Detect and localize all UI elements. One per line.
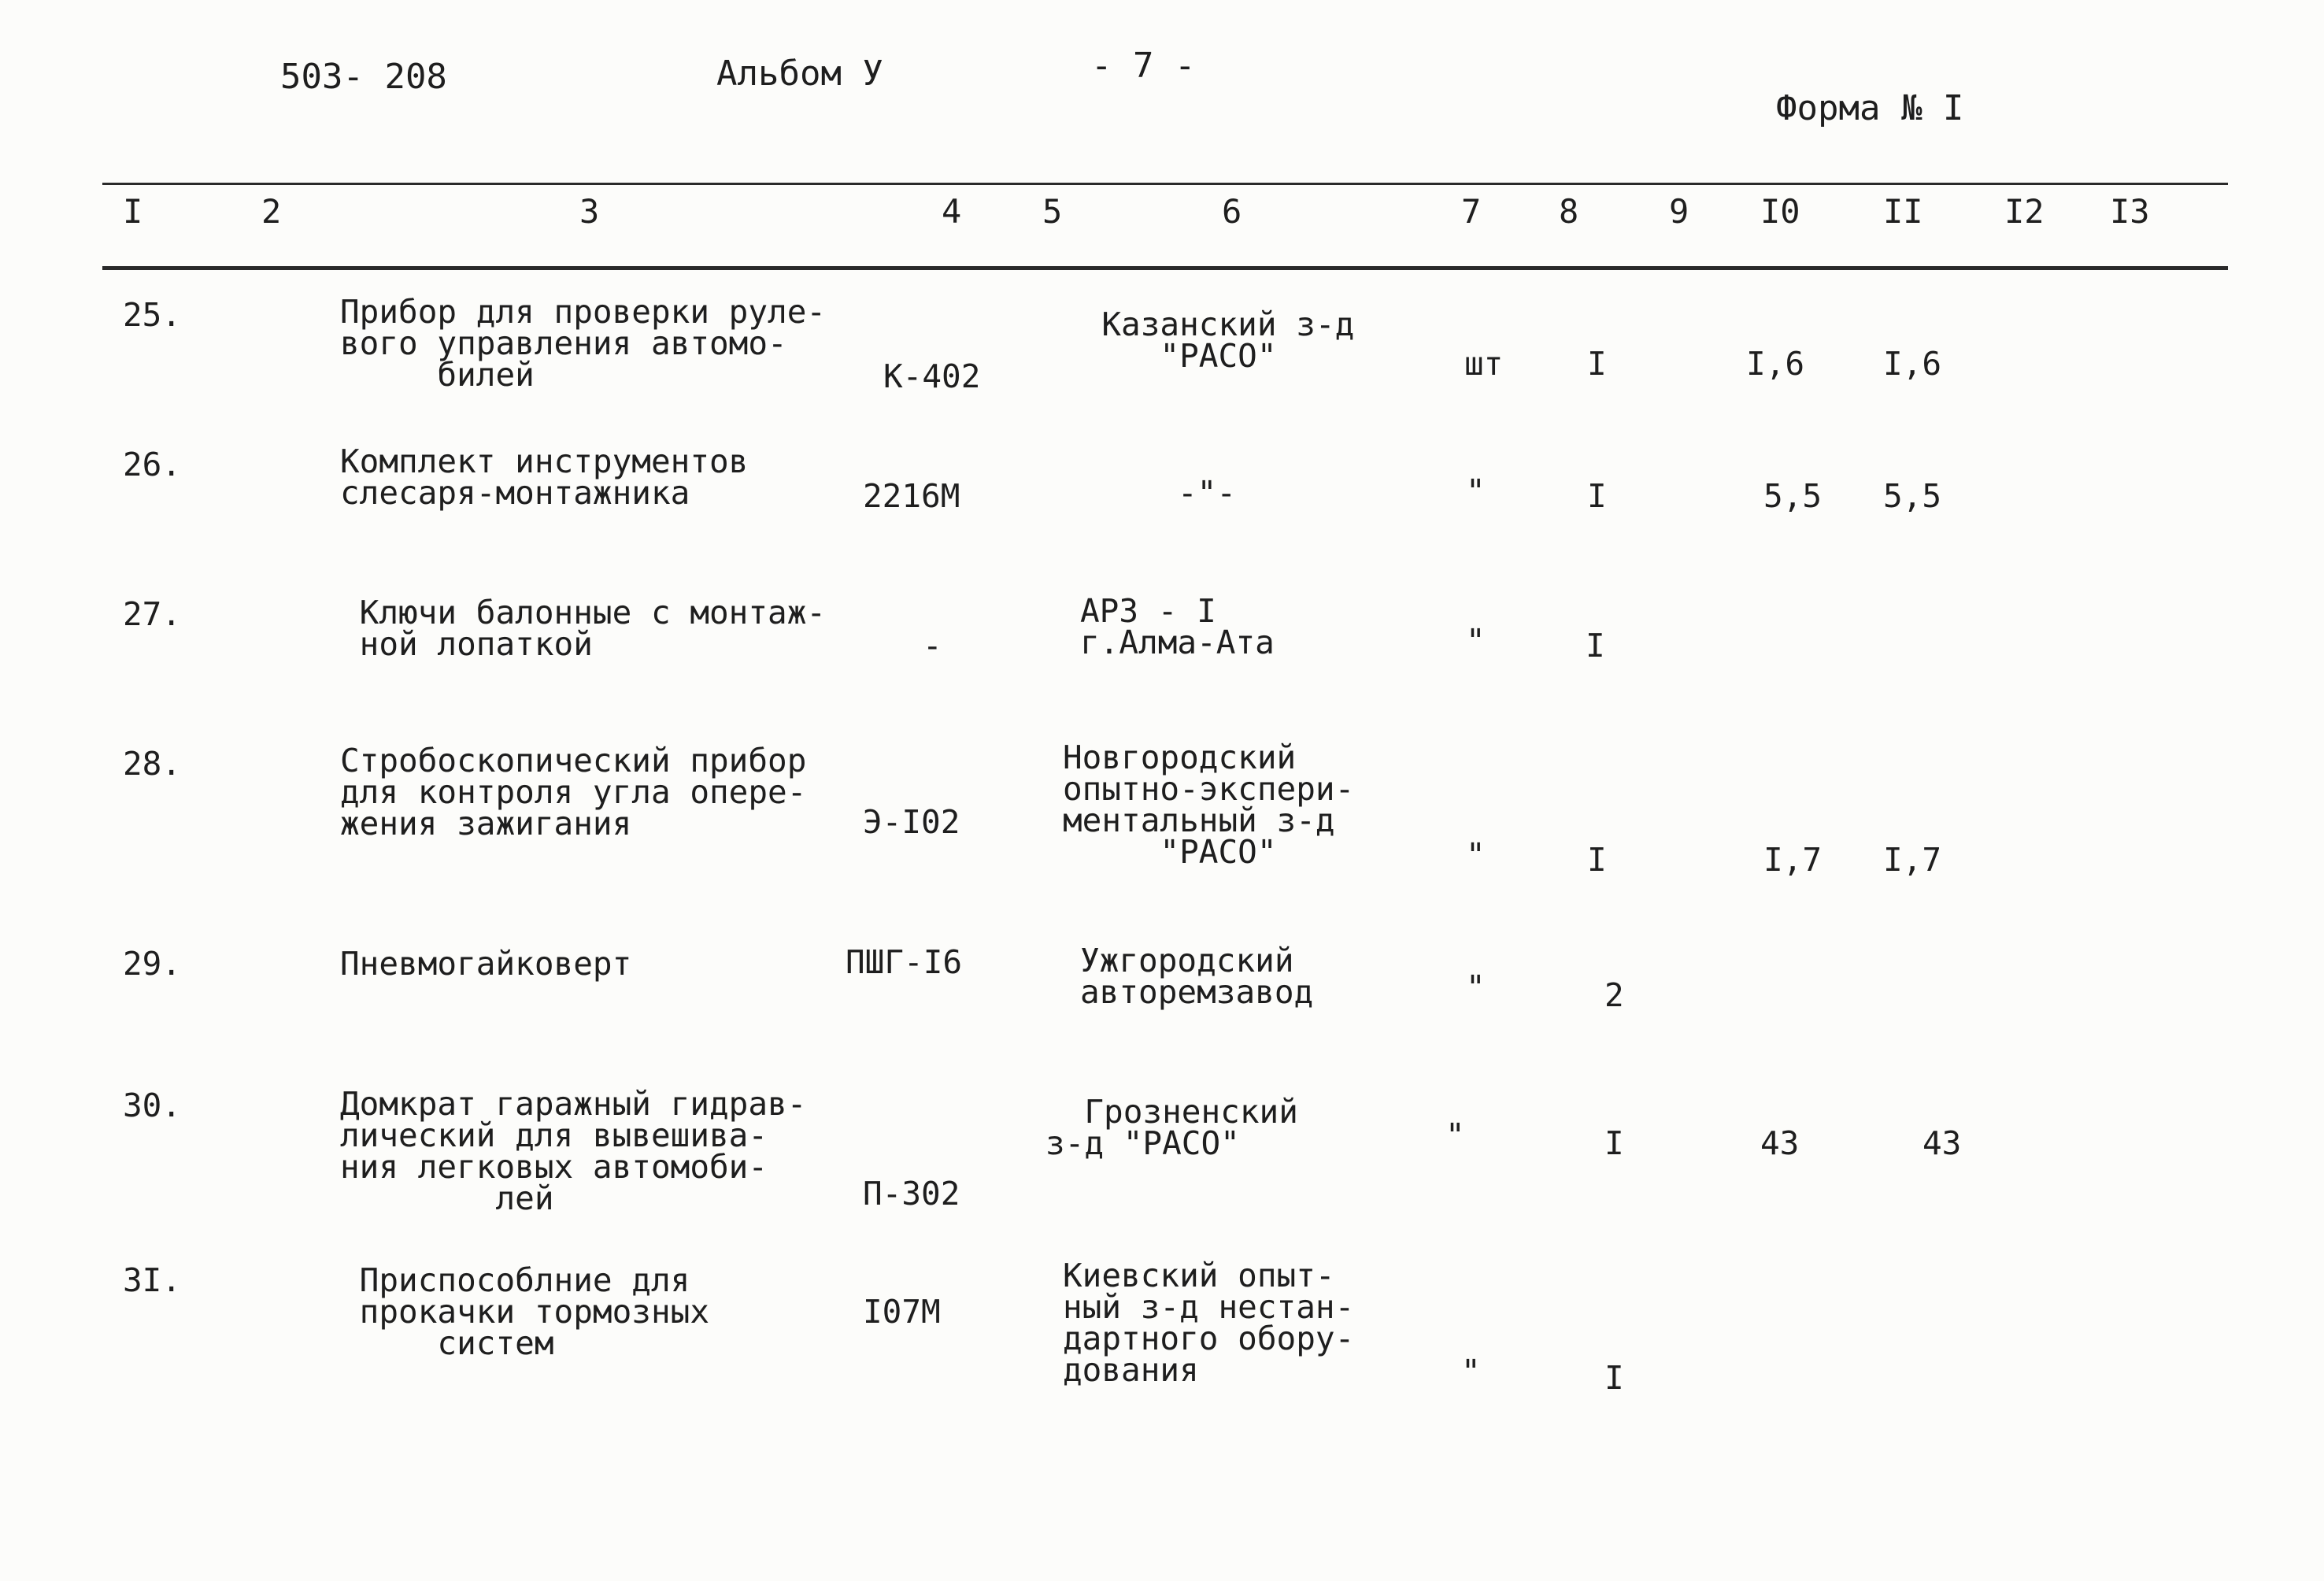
item-model: I07М [863,1293,941,1331]
column-number: I3 [2110,192,2150,231]
item-col10: 43 [1760,1124,1800,1162]
item-quantity: 2 [1604,976,1624,1014]
row-number: 26. [123,446,182,483]
item-name: Домкрат гаражный гидрав- лический для вывешива- ния легковых автомоби- лей [340,1085,807,1217]
item-model: П-302 [863,1175,960,1213]
form-label: Форма № I [1776,88,1964,128]
column-number: I0 [1760,192,1800,231]
item-unit: " [1466,836,1486,874]
item-name: Стробоскопический прибор для контроля угла опере- жения зажигания [340,742,807,842]
document-number: 503- 208 [280,57,447,97]
item-col11: I,6 [1883,345,1942,383]
item-model: - [923,627,942,665]
item-quantity: I [1587,345,1607,383]
row-number: 27. [123,595,182,633]
item-manufacturer: АРЗ - I г.Алма-Ата [1080,592,1275,661]
item-unit: " [1461,1353,1481,1390]
column-number: 9 [1669,192,1689,231]
item-manufacturer: Грозненский з-д "РАСО" [1045,1093,1298,1162]
item-name: Прибор для проверки руле- вого управления автомо- билей [340,293,827,394]
row-number: 29. [123,945,182,983]
row-number: 3I. [123,1261,182,1299]
column-number: 5 [1042,192,1063,231]
item-unit: " [1466,472,1486,510]
album-label: Альбом У [716,54,883,94]
item-col11: I,7 [1883,841,1942,879]
item-name: Приспособлние для прокачки тормозных систем [359,1261,709,1362]
item-quantity: I [1587,841,1607,879]
item-quantity: I [1604,1359,1624,1397]
item-manufacturer: Ужгородский авторемзавод [1080,942,1314,1011]
item-unit: " [1466,622,1486,660]
item-name: Ключи балонные с монтаж- ной лопаткой [359,594,827,663]
column-number: 8 [1559,192,1579,231]
item-quantity: I [1587,477,1607,515]
item-col10: I,7 [1763,841,1823,879]
item-col11: 43 [1922,1124,1962,1162]
item-unit: шт [1464,345,1504,383]
item-name: Комплект инструментов слесаря-монтажника [340,442,749,512]
column-number: 2 [261,192,282,231]
item-model: Э-I02 [863,803,960,841]
row-number: 28. [123,745,182,783]
column-number: 4 [942,192,962,231]
column-number: I [123,192,143,231]
item-unit: " [1466,968,1486,1006]
column-number: I2 [2004,192,2045,231]
column-number: II [1883,192,1923,231]
page-number: - 7 - [1091,46,1196,86]
item-model: К-402 [883,357,981,395]
item-manufacturer: Казанский з-д "РАСО" [1101,305,1355,375]
column-number: 7 [1461,192,1482,231]
item-col10: I,6 [1746,345,1805,383]
item-manufacturer: Новгородский опытно-экспери- ментальный з-д "РАСО" [1063,739,1355,871]
item-quantity: I [1586,627,1605,665]
item-manufacturer: Киевский опыт- ный з-д нестан- дартного обору- дования [1063,1257,1355,1389]
column-number: 6 [1222,192,1242,231]
item-quantity: I [1604,1124,1624,1162]
item-unit: " [1445,1116,1465,1154]
row-number: 30. [123,1087,182,1124]
row-number: 25. [123,296,182,334]
item-model: ПШГ-I6 [846,943,963,981]
column-number: 3 [579,192,600,231]
item-col11: 5,5 [1883,477,1942,515]
header-bottom-rule [102,266,2228,270]
item-manufacturer: -"- [1178,474,1237,512]
item-model: 2216М [863,477,960,515]
header-top-rule [102,183,2228,185]
item-col10: 5,5 [1763,477,1823,515]
item-name: Пневмогайковерт [340,945,632,983]
